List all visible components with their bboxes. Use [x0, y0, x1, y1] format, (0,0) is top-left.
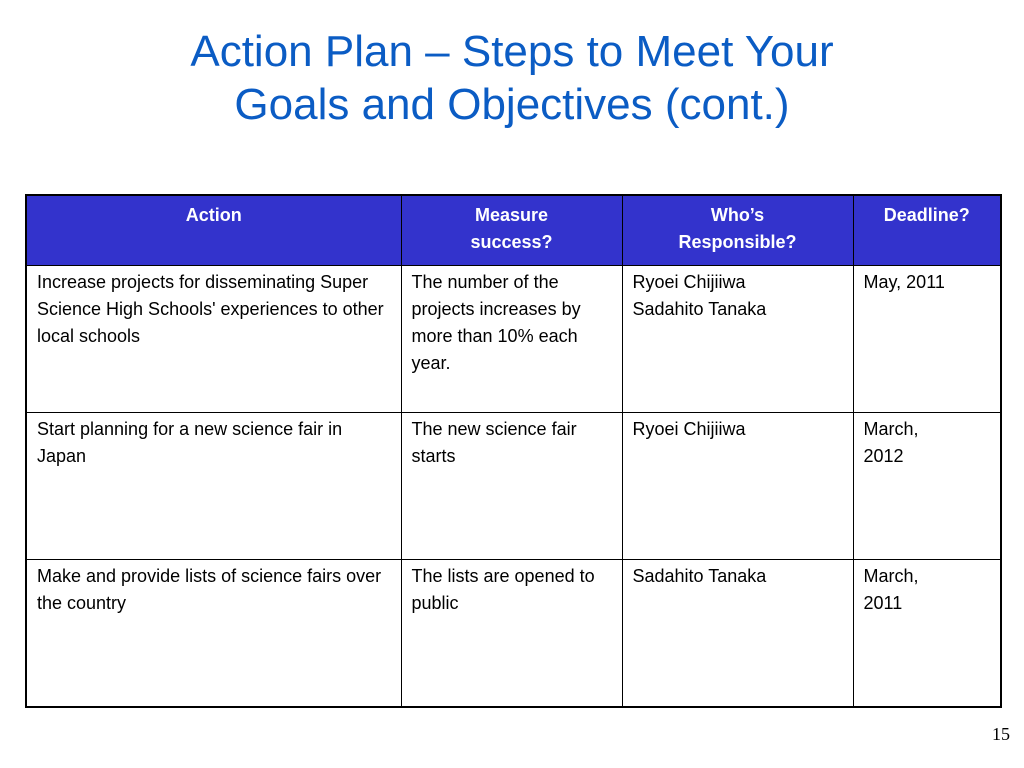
- cell-action: Start planning for a new science fair in Japan: [26, 413, 401, 560]
- slide-title: [0, 25, 1024, 131]
- table-row: [26, 413, 1001, 560]
- cell-measure: The number of the projects increases by more than 10% each year.: [401, 266, 622, 413]
- header-action: Action: [26, 195, 401, 266]
- header-deadline: Deadline?: [853, 195, 1001, 266]
- table-row: [26, 560, 1001, 708]
- header-responsible: Who’s Responsible?: [622, 195, 853, 266]
- cell-responsible: Ryoei Chijiiwa: [622, 413, 853, 560]
- cell-deadline: May, 2011: [853, 266, 1001, 413]
- header-measure-success: Measure success?: [401, 195, 622, 266]
- table-header-row: [26, 195, 1001, 266]
- cell-action: Make and provide lists of science fairs over the country: [26, 560, 401, 708]
- cell-deadline: March, 2011: [853, 560, 1001, 708]
- cell-measure: The new science fair starts: [401, 413, 622, 560]
- action-plan-table: [25, 194, 1002, 708]
- cell-deadline: March, 2012: [853, 413, 1001, 560]
- cell-responsible: Sadahito Tanaka: [622, 560, 853, 708]
- table-row: [26, 266, 1001, 413]
- cell-action: Increase projects for disseminating Super Science High Schools' experiences to other local schools: [26, 266, 401, 413]
- cell-measure: The lists are opened to public: [401, 560, 622, 708]
- cell-responsible: Ryoei Chijiiwa Sadahito Tanaka: [622, 266, 853, 413]
- page-number: 15: [992, 724, 1010, 744]
- slide-title-line-1: Action Plan – Steps to Meet Your: [190, 27, 834, 76]
- slide-title-line-2: Goals and Objectives (cont.): [234, 80, 790, 129]
